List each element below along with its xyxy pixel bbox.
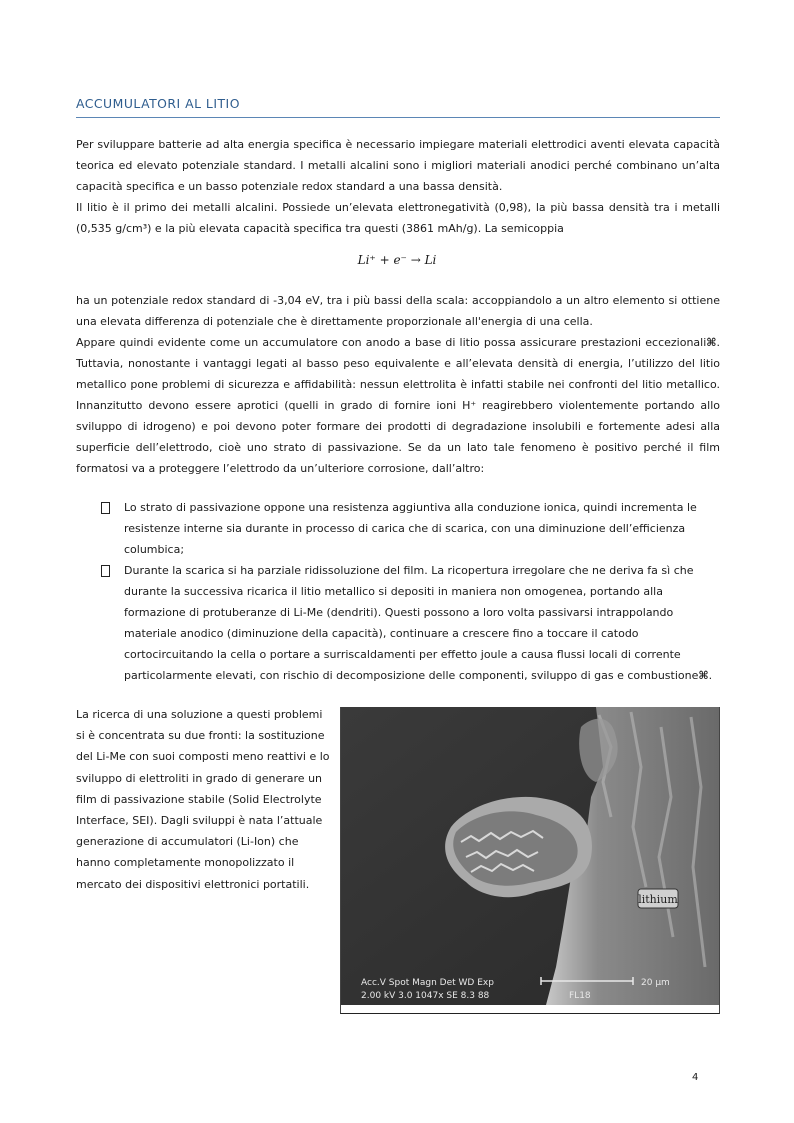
page-number: 4 — [692, 1072, 699, 1083]
sem-micrograph — [340, 707, 720, 1014]
scale-bar-label: 20 µm — [641, 978, 670, 988]
micrograph-info-header: Acc.V Spot Magn Det WD Exp — [361, 978, 494, 988]
micrograph-info-values: 2.00 kV 3.0 1047x SE 8.3 88 — [361, 991, 490, 1001]
paragraph-4b: Tuttavia, nonostante i vantaggi legati al basso peso equivalente e all’elevata densità di energia, l’utilizzo del litio metallico pone problemi di sicurezza e affidabilità: nessun elettrolita è infatti stabile nei confronti del litio metallico. Innanzitutto devono essere aprotici (quelli in grado di fornire ioni H⁺ reagirebbero violentemente portando allo sviluppo di idrogeno) e poi devono poter formare dei prodotti di degradazione insolubili e fortemente adesi alla superficie dell’elettrodo, cioè uno strato di passivazione. Se da un lato tale fenomeno è positivo perché il film formatosi va a proteggere l’elettrodo da un’ulteriore corrosione, dall’altro: — [76, 357, 720, 475]
bullet-box-icon — [101, 502, 110, 514]
micrograph-tag: FL18 — [569, 991, 591, 1001]
lithium-label: lithium — [638, 893, 678, 906]
sem-image — [341, 707, 719, 1005]
list-item: Durante la scarica si ha parziale ridissoluzione del film. La ricopertura irregolare che ne deriva fa sì che durante la successiva ricarica il litio metallico si depositi in maniera non omogenea, portando alla formazione di protuberanze di Li-Me (dendriti). Questi possono a loro volta passivarsi intrappolando materiale anodico (diminuzione della capacità), continuare a crescere fino a toccare il catodo cortocircuitando la cella o portare a surriscaldamenti per effetto joule a causa flussi locali di corrente particolarmente elevati, con rischio di decomposizione delle componenti, sviluppo di gas e combustione⌘. — [100, 560, 720, 686]
bullet-1-text: Lo strato di passivazione oppone una resistenza aggiuntiva alla conduzione ionica, quindi incrementa le resistenze interne sia durante in processo di carica che di scarica, con una diminuzione dell’efficienza columbica; — [124, 501, 697, 556]
missing-reference-icon: ⌘ — [706, 336, 717, 349]
bullet-list — [100, 497, 720, 686]
paragraph-4: Appare quindi evidente come un accumulatore con anodo a base di litio possa assicurare prestazioni eccezionali⌘. Tuttavia, nonostante i vantaggi legati al basso peso equivalente e all’elevata densità di energia, l’utilizzo del litio metallico pone problemi di sicurezza e affidabilità: nessun elettrolita è infatti stabile nei confronti del litio metallico. Innanzitutto devono essere aprotici (quelli in grado di fornire ioni H⁺ reagirebbero violentemente portando allo sviluppo di idrogeno) e poi devono poter formare dei prodotti di degradazione insolubili e fortemente adesi alla superficie dell’elettrodo, cioè uno strato di passivazione. Se da un lato tale fenomeno è positivo perché il film formatosi va a proteggere l’elettrodo da un’ulteriore corrosione, dall’altro: — [76, 336, 720, 475]
paragraph-2: Il litio è il primo dei metalli alcalini. Possiede un’elevata elettronegatività (0,98), la più bassa densità tra i metalli (0,535 g/cm³) e la più elevata capacità specifica tra questi (3861 mAh/g). La semicoppia — [76, 201, 720, 235]
side-paragraph: La ricerca di una soluzione a questi problemi si è concentrata su due fronti: la sostituzione del Li-Me con suoi composti meno reattivi e lo sviluppo di elettroliti in grado di generare un film di passivazione stabile (Solid Electrolyte Interface, SEI). Dagli sviluppi è nata l’attuale generazione di accumulatori (Li-Ion) che hanno completamente monopolizzato il mercato dei dispositivi elettronici portatili. — [76, 708, 330, 891]
section-heading: ACCUMULATORI AL LITIO — [76, 96, 720, 118]
list-item — [100, 497, 720, 560]
intro-paragraph — [76, 134, 720, 239]
bullet-box-icon — [101, 565, 110, 577]
body-paragraph — [76, 290, 720, 479]
bullet-2-text: Durante la scarica si ha parziale ridissoluzione del film. La ricopertura irregolare che ne deriva fa sì che durante la successiva ricarica il litio metallico si depositi in maniera non omogenea, portando alla formazione di protuberanze di Li-Me (dendriti). Questi possono a loro volta passivarsi intrappolando materiale anodico (diminuzione della capacità), continuare a crescere fino a toccare il catodo cortocircuitando la cella o portare a surriscaldamenti per effetto joule a causa flussi locali di corrente particolarmente elevati, con rischio di decomposizione delle componenti, sviluppo di gas e combustione — [124, 564, 699, 682]
paragraph-3: ha un potenziale redox standard di -3,04 eV, tra i più bassi della scala: accoppiandolo a un altro elemento si ottiene una elevata differenza di potenziale che è direttamente proporzionale all'energia di una cella. — [76, 294, 720, 328]
missing-reference-icon: ⌘ — [698, 669, 709, 682]
half-reaction-formula: Li⁺ + e⁻ → Li — [357, 253, 437, 267]
paragraph-4a: Appare quindi evidente come un accumulatore con anodo a base di litio possa assicurare prestazioni eccezionali — [76, 336, 707, 349]
paragraph-1: Per sviluppare batterie ad alta energia specifica è necessario impiegare materiali elettrodici aventi elevata capacità teorica ed elevato potenziale standard. I metalli alcalini sono i migliori materiali anodici perché combinano un’alta capacità specifica e un basso potenziale redox standard a una bassa densità. — [76, 138, 720, 193]
